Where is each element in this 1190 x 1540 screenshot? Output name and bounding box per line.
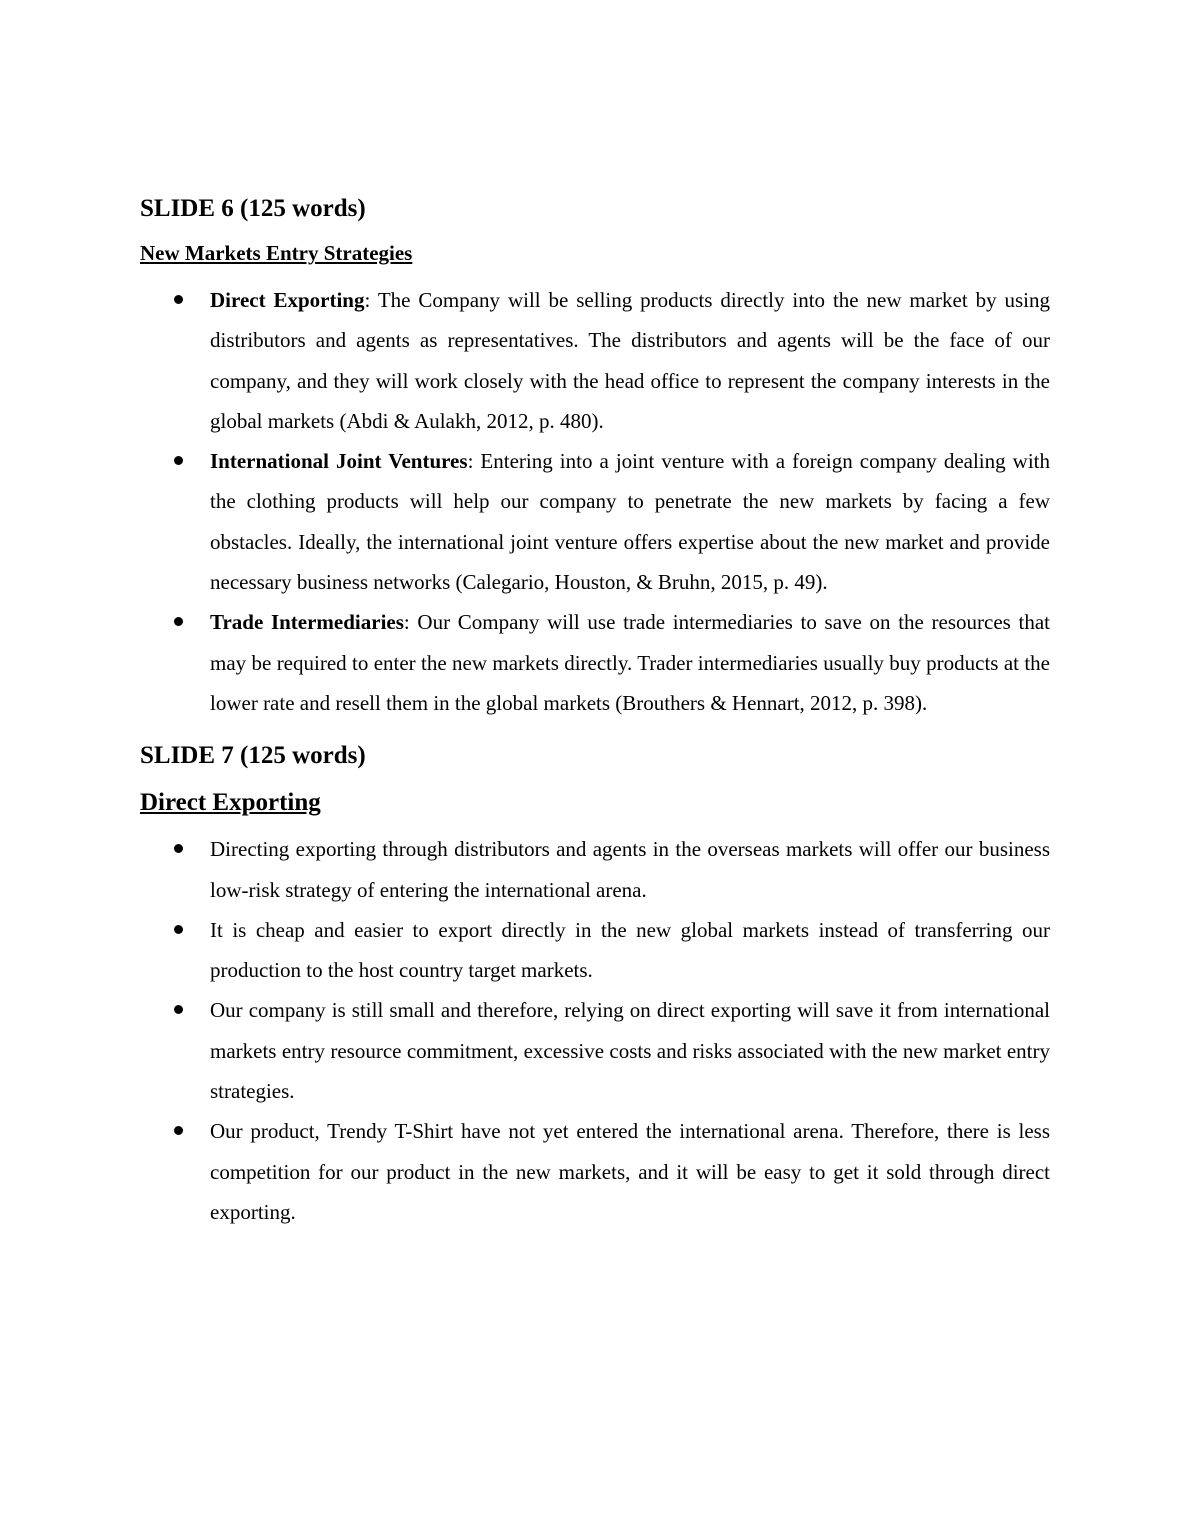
document-page — [140, 190, 1050, 1232]
list-item-term: International Joint Ventures — [210, 449, 468, 474]
slide-7-section-title: Direct Exporting — [140, 789, 321, 817]
list-item — [140, 990, 1050, 1111]
bullet-icon — [174, 617, 183, 626]
list-item-text: It is cheap and easier to export directly in the new global markets instead of transferring our production to the host country target markets. — [210, 917, 1050, 983]
slide-6-bullet-list — [140, 280, 1050, 723]
list-item-text: : Our Company will use trade intermediaries to save on the resources that may be required to enter the new markets directly. Trader intermediaries usually buy products at the lower rate and resell them in the global markets (Brouthers & Hennart, 2012, p. 398). — [210, 610, 1050, 715]
list-item — [140, 602, 1050, 723]
list-item — [140, 441, 1050, 602]
slide-7-heading: SLIDE 7 (125 words) — [140, 742, 366, 770]
bullet-icon — [174, 925, 183, 934]
slide-6-heading: SLIDE 6 (125 words) — [140, 195, 366, 222]
list-item — [140, 1111, 1050, 1232]
list-item-text: Our company is still small and therefore, relying on direct exporting will save it from international markets entry resource commitment, excessive costs and risks associated with the new market entry strategies. — [210, 998, 1050, 1104]
slide-7-bullet-list — [140, 829, 1050, 1232]
list-item — [140, 829, 1050, 910]
bullet-icon — [174, 1126, 183, 1135]
slide-6-section-title: New Markets Entry Strategies — [140, 241, 413, 265]
list-item — [140, 910, 1050, 991]
bullet-icon — [174, 295, 183, 304]
list-item-text: : The Company will be selling products directly into the new market by using distributors and agents as representatives. The distributors and agents will be the face of our company, and they will work closely with the head office to represent the company interests in the global markets (Abdi & Aulakh, 2012, p. 480). — [210, 288, 1050, 433]
bullet-icon — [174, 456, 183, 465]
bullet-icon — [174, 1005, 183, 1014]
list-item-term: Direct Exporting — [210, 288, 365, 312]
list-item-term: Trade Intermediaries — [210, 610, 404, 635]
list-item — [140, 280, 1050, 441]
bullet-icon — [174, 844, 183, 853]
list-item-text: Directing exporting through distributors and agents in the overseas markets will offer our business low-risk strategy of entering the international arena. — [210, 837, 1050, 902]
list-item-text: Our product, Trendy T-Shirt have not yet entered the international arena. Therefore, there is less competition for our product in the new markets, and it will be easy to get it sold through direct exporting. — [210, 1119, 1050, 1224]
list-item-text: : Entering into a joint venture with a foreign company dealing with the clothing products will help our company to penetrate the new markets by facing a few obstacles. Ideally, the international joint venture offers expertise about the new market and provide necessary business networks (Calegario, Houston, & Bruhn, 2015, p. 49). — [210, 449, 1050, 595]
